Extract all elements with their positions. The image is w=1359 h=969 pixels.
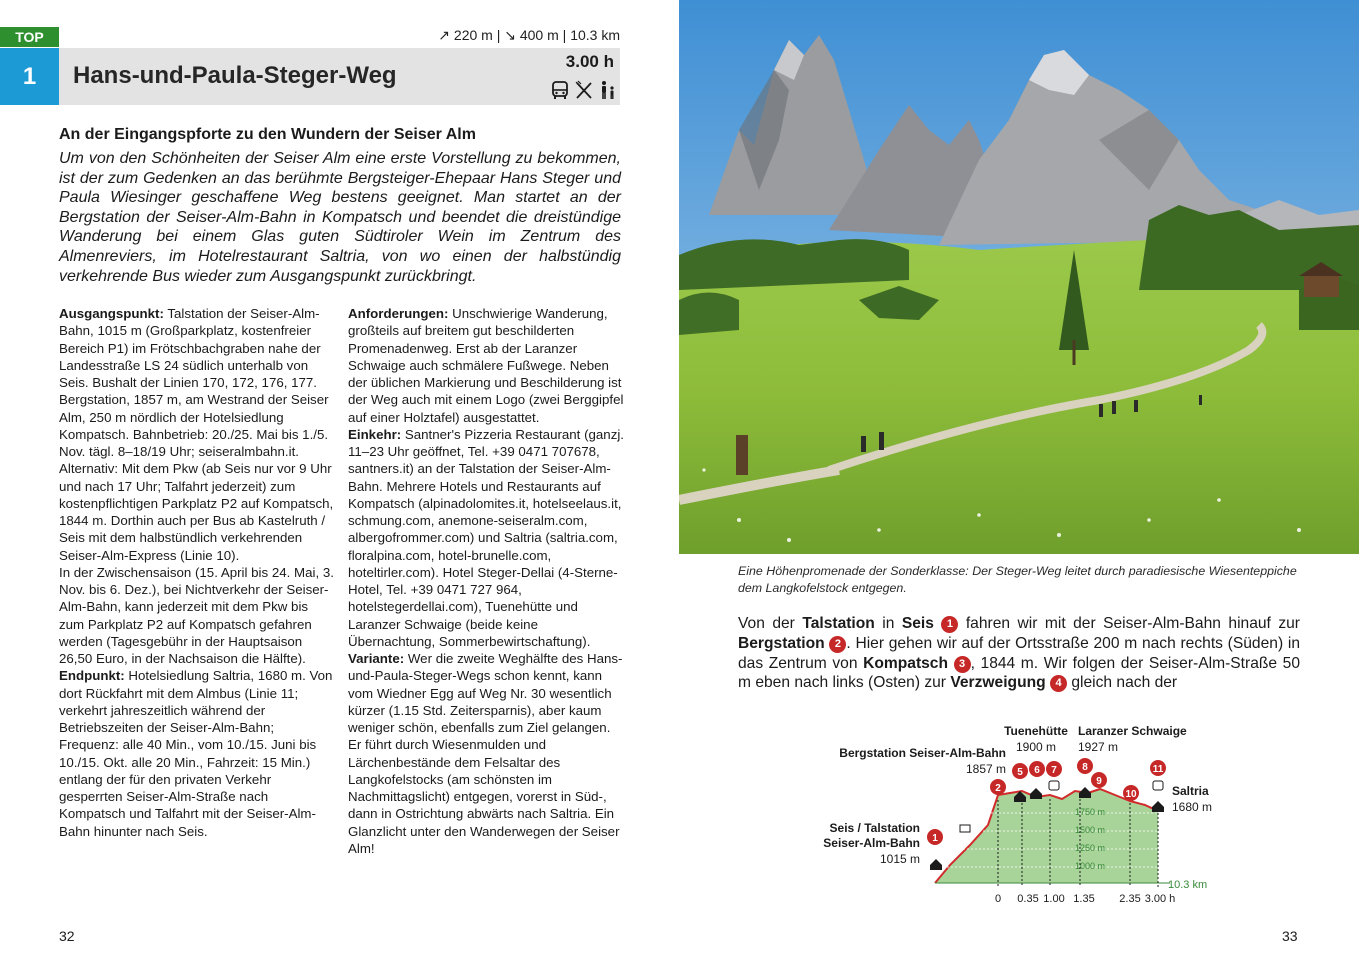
tuene-label: Tuenehütte	[1004, 724, 1068, 738]
tour-duration: 3.00 h	[565, 52, 614, 71]
profile-area	[935, 789, 1158, 883]
tuene-elevation: 1900 m	[1015, 740, 1057, 754]
laranzer-label: Laranzer Schwaige	[1078, 724, 1187, 738]
photo-caption: Eine Höhenpromenade der Sonderklasse: Der Steger-Weg leitet durch paradiesische Wiesenteppiche dem Langkofelstock entgegen.	[738, 564, 1297, 595]
saltria-label: Saltria	[1172, 784, 1209, 798]
info-end: Endpunkt: Hotelsiedlung Saltria, 1680 m. Von dort Rückfahrt mit dem Almbus (Linie 11; verkehrt jahreszeitlich während der Betriebszeiten der Seiser-Alm-Bahn; Frequenz: alle 40 Min., vom 10./15. Juni bis 10./15. Okt. alle 20 Min., Fahrzeit: 15 Min.) entlang der für den privaten Verkehr gesperrten Seiser-Alm-Straße nach Kompatsch und Talfahrt mit der Seiser-Alm-Bahn hinunter nach Seis.	[59, 668, 333, 839]
waypoint-marker: 7	[1051, 765, 1057, 776]
info-offseason: In der Zwischensaison (15. April bis 24. Mai, 3. Nov. bis 6. Dez.), bei Nichtverkehr der Seiser-Alm-Bahn, kann jederzeit mit dem Pkw bis zum Parkplatz P2 auf Kompatsch gefahren werden (Tagesgebühr in der Hauptsaison 26,50 Euro, in der Nachsaison die Hälfte).	[59, 564, 334, 666]
info-column-left	[59, 305, 335, 840]
page-number-right: 33	[1282, 928, 1298, 944]
tour-stats: ↗ 220 m | ↘ 400 m | 10.3 km	[438, 27, 620, 43]
waypoint-marker: 11	[1152, 764, 1164, 775]
waypoint-marker: 9	[1096, 776, 1102, 787]
intro-text: Um von den Schönheiten der Seiser Alm eine erste Vorstellung zu bekommen, ist der zum Gedenken an das berühmte Bergsteiger-Ehepaar Hans Steger und Paula Wiesinger geschaffene Weg bestens geeignet. Man startet an der Bergstation der Seiser-Alm-Bahn in Kompatsch und beendet die dreistündige Wanderung bei einem Glas guten Südtiroler Wein im Zentrum des Almenreviers, im Hotelrestaurant Saltria, von wo einen der halbstündig verkehrende Bus wieder zum Ausgangspunkt zurückbringt.	[59, 150, 621, 285]
waypoint-marker: 8	[1082, 762, 1088, 773]
seis-label-2: Seiser-Alm-Bahn	[823, 836, 920, 850]
waypoint-marker: 1	[941, 616, 958, 633]
route-description: Von der Talstation in Seis 1 fahren wir mit der Seiser-Alm-Bahn hinauf zur Bergstation 2 . Hier gehen wir auf der Ortsstraße 200 m nach rechts (Süden) in das Zentrum von Kompatsch 3 , 1844 m. Wir folgen der Seiser-Alm-Straße 50 m eben nach links (Osten) zur Verzweigung 4 gleich nach der	[738, 615, 1301, 692]
hut-icon	[1030, 788, 1042, 799]
hut-icon	[1152, 801, 1164, 812]
waypoint-marker: 3	[954, 656, 971, 673]
restaurant-icon	[574, 80, 594, 100]
info-column-right	[348, 305, 624, 857]
time-tick: 2.35	[1119, 893, 1141, 905]
waypoint-marker: 2	[995, 783, 1001, 794]
seis-elevation: 1015 m	[879, 852, 920, 866]
elevation-tick: 1250 m	[1075, 843, 1106, 853]
family-icon	[598, 80, 618, 100]
elevation-tick: 1750 m	[1075, 807, 1106, 817]
elevation-tick: 1000 m	[1075, 861, 1106, 871]
bergstation-elevation: 1857 m	[965, 762, 1006, 776]
waypoint-marker: 5	[1017, 767, 1023, 778]
tour-icons	[550, 80, 618, 100]
distance-label: 10.3 km	[1168, 879, 1208, 891]
seis-label: Seis / Talstation	[829, 821, 920, 835]
waypoint-marker: 10	[1125, 789, 1137, 800]
time-tick: 1.00	[1043, 893, 1065, 905]
hut-icon	[930, 859, 942, 870]
bus-icon	[1153, 781, 1163, 790]
bus-icon	[1049, 781, 1059, 790]
tour-subtitle: An der Eingangspforte zu den Wundern der Seiser Alm	[59, 126, 476, 143]
waypoint-marker: 2	[829, 636, 846, 653]
tour-number: 1	[0, 48, 59, 105]
info-refreshment: Einkehr: Santner's Pizzeria Restaurant (ganzj. 11–23 Uhr geöffnet, Tel. +39 0471 707678, santners.it) an der Talstation der Seiser-Alm-Bahn. Mehrere Hotels und Restaurants auf Kompatsch (alpinadolomites.it, hotelseelaus.it, schmung.com, anemone-seiseralm.com, albergofrommer.com) und Saltria (saltria.com, floralpina.com, hotel-brunelle.com, hoteltirler.com). Hotel Steger-Dellai (4-Sterne-Hotel, Tel. +39 0471 727 964, hotelstegerdellai.com), Tuenehütte und Laranzer Schwaige (beide keine Übernachtung, Sommerbewirtschaftung).	[348, 426, 624, 649]
bergstation-label: Bergstation Seiser-Alm-Bahn	[839, 746, 1006, 760]
time-tick: 0	[994, 893, 1002, 905]
time-tick: 0.35	[1017, 893, 1039, 905]
info-start: Ausgangspunkt: Talstation der Seiser-Alm-Bahn, 1015 m (Großparkplatz, kostenfreier Bereich P1) im Frötschbachgraben nahe der Landesstraße LS 24 südlich unterhalb von Seis. Bushalt der Linien 170, 172, 176, 177. Bergstation, 1857 m, am Westrand der Seiser Alm, 250 m nördlich der Hotelsiedlung Kompatsch. Bahnbetrieb: 20./25. Mai bis 1./5. Nov. tägl. 8–18/19 Uhr; seiseralmbahn.it.	[59, 306, 329, 459]
saltria-elevation: 1680 m	[1172, 800, 1213, 814]
elevation-tick: 1500 m	[1075, 825, 1106, 835]
tour-title: Hans-und-Paula-Steger-Weg	[73, 62, 397, 89]
time-tick: 1.35	[1073, 893, 1095, 905]
hut-icon	[1079, 787, 1091, 798]
info-alternative: Alternativ: Mit dem Pkw (ab Seis nur vor 9 Uhr und nach 17 Uhr; Talfahrt jederzeit) zum kostenpflichtigen Parkplatz P2 auf Kompatsch, 1844 m. Dorthin auch per Bus ab Kastelruth / Seis mit dem halbstündlich verkehrenden Seiser-Alm-Express (Linie 10).	[59, 461, 334, 563]
laranzer-elevation: 1927 m	[1078, 740, 1119, 754]
info-variant: Variante: Wer die zweite Weghälfte des Hans-und-Paula-Steger-Wegs schon kennt, kann vom Wiedner Egg auf Weg Nr. 30 wesentlich kürzer (1.15 Std. Zeitersparnis), aber kaum weniger schön, ebenfalls zum Ziel gelangen. Er führt durch Wiesenmulden und Lärchenbestände dem Felsaltar des Langkofelstocks (am schönsten im Nachmittagslicht) entgegen, vorerst in Süd-, dann in Ostrichtung abwärts nach Saltria. Ein Glanzlicht unter den Wanderwegen der Seiser Alm!	[348, 651, 623, 856]
landscape-photo	[679, 0, 1359, 554]
bus-icon	[550, 80, 570, 100]
info-requirements: Anforderungen: Unschwierige Wanderung, großteils auf breitem gut beschilderten Promenadenweg. Erst ab der Laranzer Schwaige auch schmälere Fußwege. Neben der üblichen Markierung und Beschilderung ist der Weg auch mit einem Logo (zwei Berggipfel auf einer Holztafel) ausgestattet.	[348, 306, 624, 425]
elevation-profile	[800, 715, 1270, 930]
waypoint-marker: 6	[1034, 765, 1040, 776]
waypoint-marker: 4	[1050, 675, 1067, 692]
time-tick: 3.00 h	[1144, 893, 1176, 905]
waypoint-marker: 1	[932, 833, 938, 844]
top-badge: TOP	[0, 27, 59, 47]
page-number-left: 32	[59, 928, 75, 944]
